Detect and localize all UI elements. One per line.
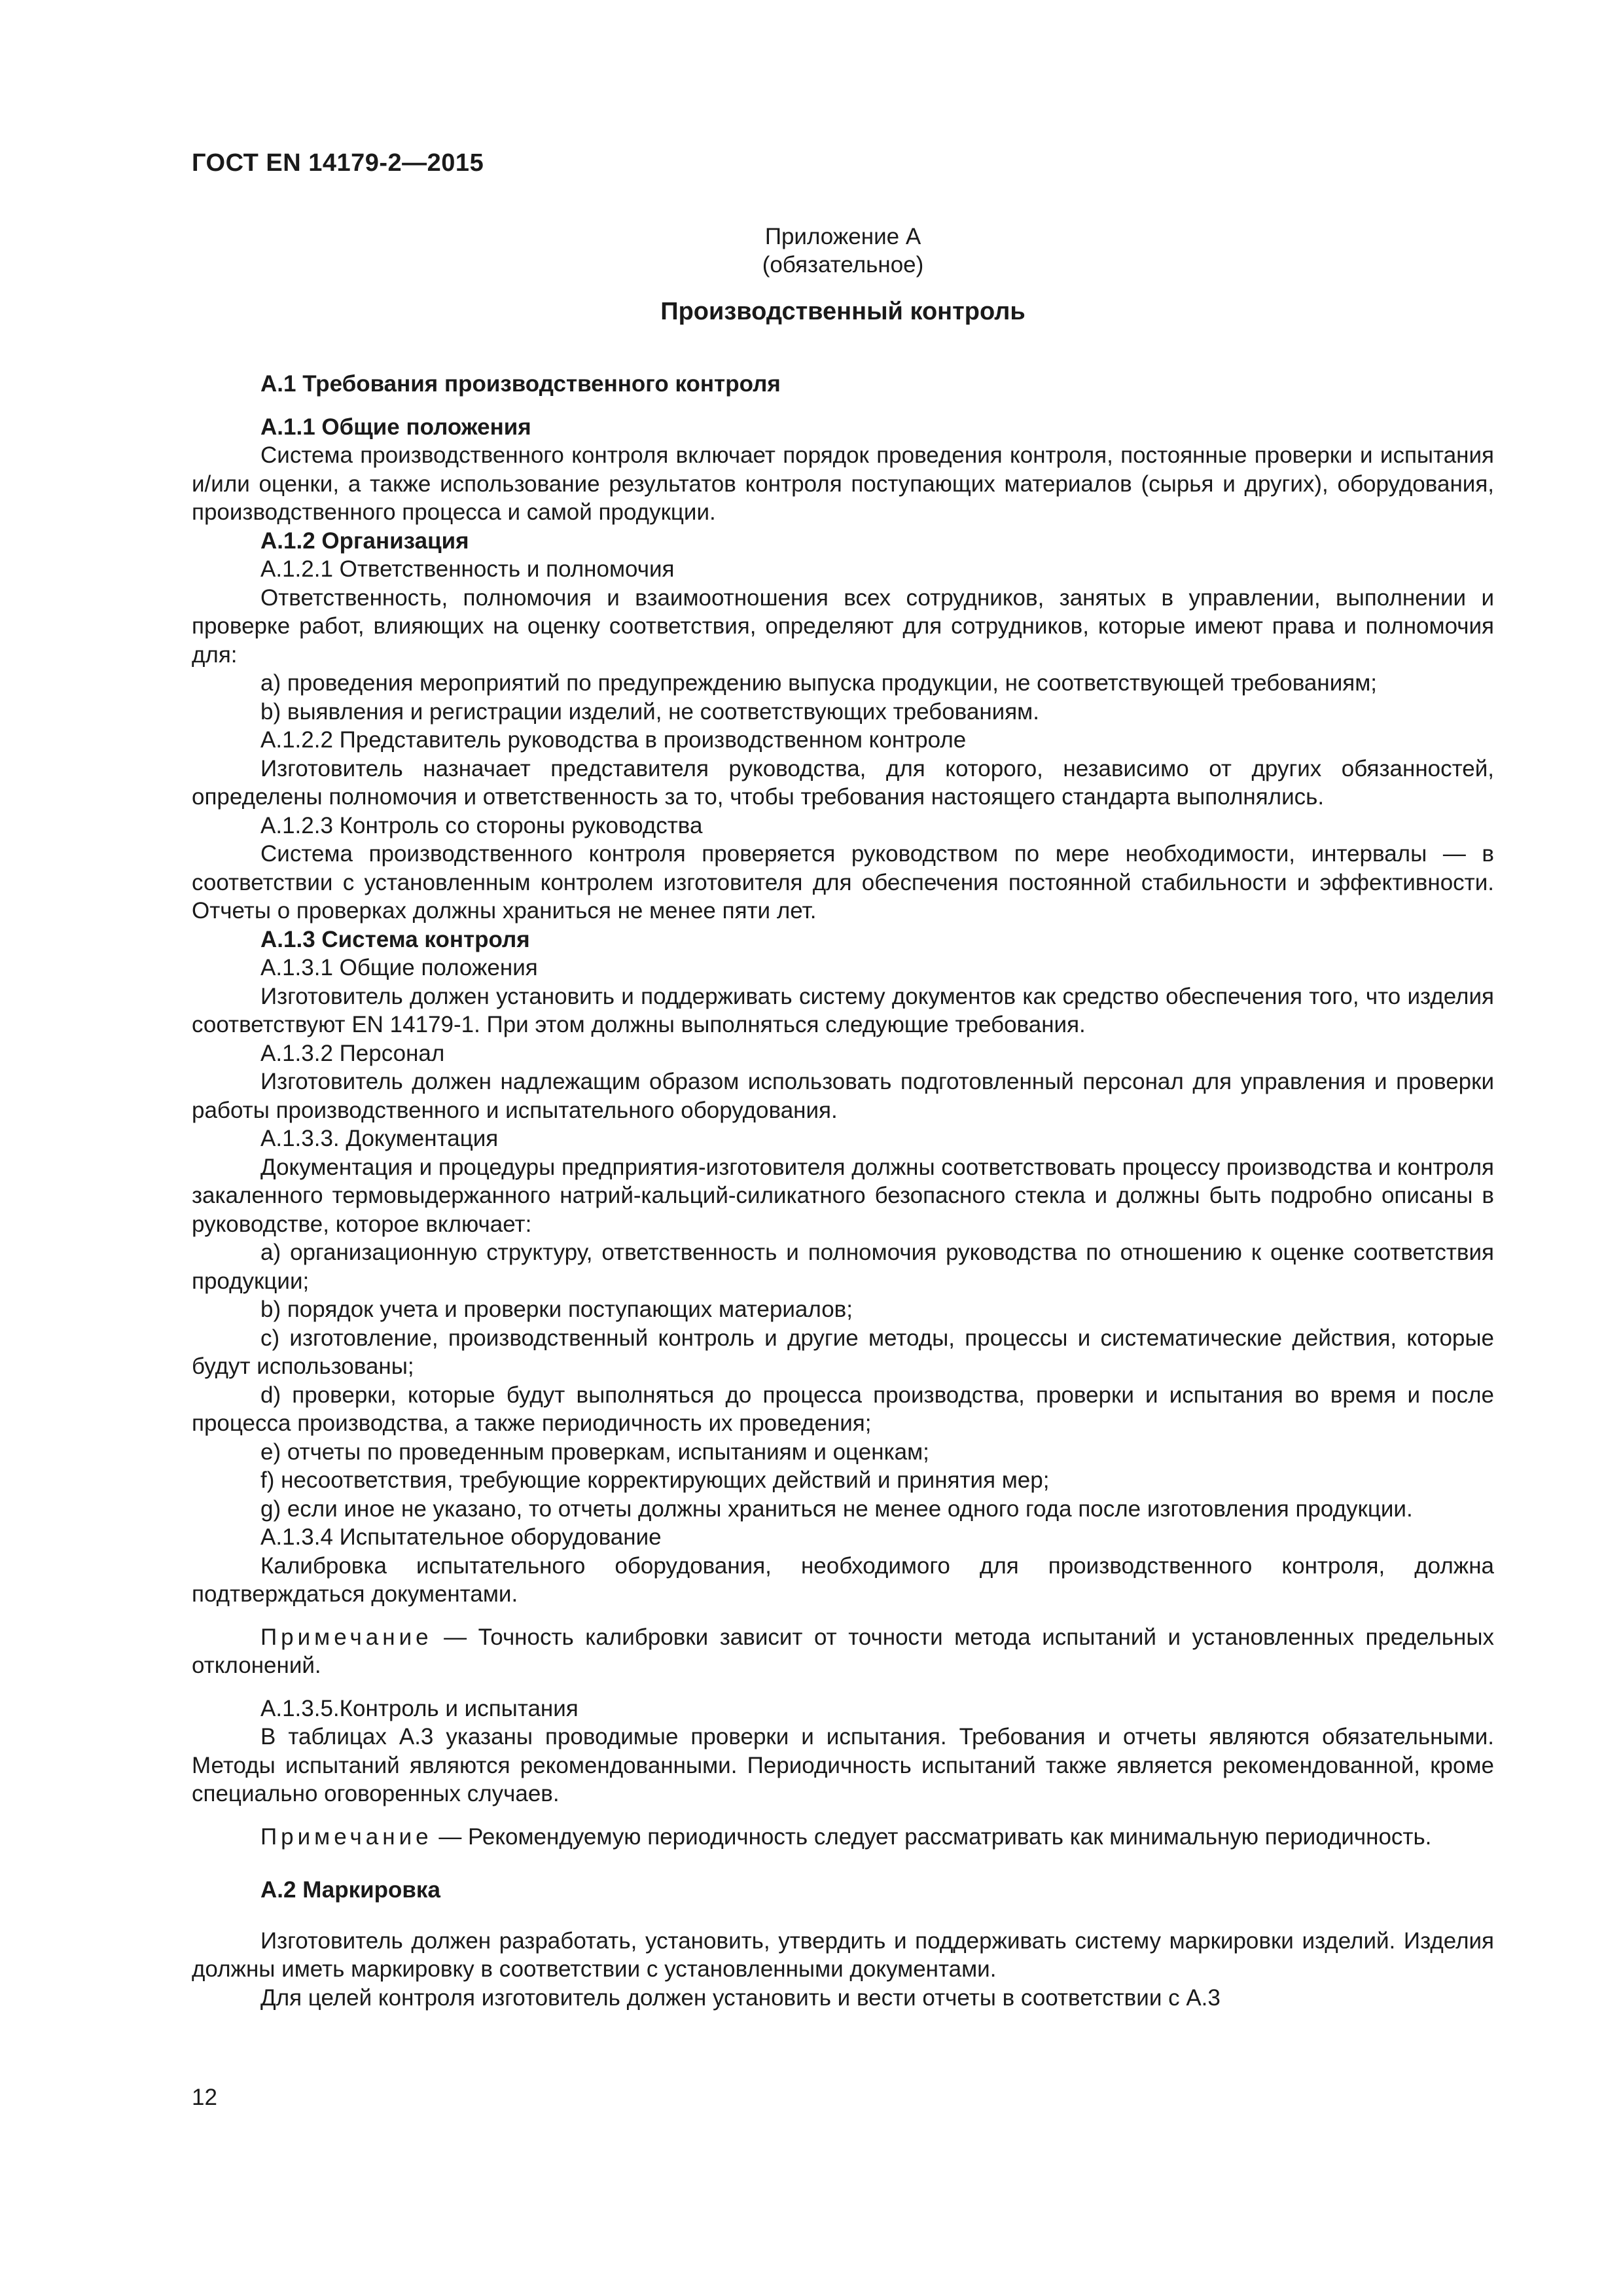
subsection-heading: А.1.2.3 Контроль со стороны руководства bbox=[260, 812, 703, 838]
list-item: a) организационную структуру, ответственность и полномочия руководства по отношению к оценке соответствия продукции; bbox=[192, 1240, 1494, 1294]
document-body bbox=[192, 370, 1494, 2012]
paragraph: Изготовитель назначает представителя руководства, для которого, независимо от других обязанностей, определены полномочия и ответственность за то, чтобы требования настоящего стандарта выполнялись. bbox=[192, 755, 1494, 810]
paragraph: Калибровка испытательного оборудования, необходимого для производственного контроля, должна подтверждаться документами. bbox=[192, 1552, 1494, 1607]
list-item: b) выявления и регистрации изделий, не соответствующих требованиям. bbox=[260, 698, 1039, 725]
annex-status: (обязательное) bbox=[762, 252, 924, 278]
note-1 bbox=[192, 1623, 1494, 1680]
note-2 bbox=[192, 1823, 1494, 1852]
subsection-heading: А.1.3.3. Документация bbox=[260, 1126, 499, 1151]
section-heading-a2: А.2 Маркировка bbox=[260, 1877, 440, 1903]
subsection-heading: А.1.3.1 Общие положения bbox=[260, 955, 538, 980]
note-text: — Точность калибровки зависит от точности метода испытаний и установленных предельных отклонений. bbox=[192, 1624, 1494, 1678]
list-item: a) проведения мероприятий по предупреждению выпуска продукции, не соответствующей требованиям; bbox=[260, 670, 1378, 696]
annex-label: Приложение А bbox=[764, 224, 921, 249]
note-label: Примечание bbox=[260, 1624, 433, 1650]
subsection-heading: А.1.3.2 Персонал bbox=[260, 1040, 445, 1066]
list-item: g) если иное не указано, то отчеты должны храниться не менее одного года после изготовления продукции. bbox=[260, 1496, 1413, 1522]
paragraph: Изготовитель должен установить и поддерживать систему документов как средство обеспечения того, что изделия соответствуют EN 14179-1. При этом должны выполняться следующие требования. bbox=[192, 983, 1494, 1037]
section-heading-a1: А.1 Требования производственного контроля bbox=[260, 371, 781, 397]
section-heading-a1-3: А.1.3 Система контроля bbox=[260, 926, 530, 952]
list-item: b) порядок учета и проверки поступающих материалов; bbox=[260, 1297, 853, 1322]
paragraph: В таблицах А.3 указаны проводимые проверки и испытания. Требования и отчеты являются обязательными. Методы испытаний являются рекомендованными. Периодичность испытаний также является рекомендованной, кроме специально оговоренных случаев. bbox=[192, 1724, 1494, 1806]
document-header: ГОСТ EN 14179-2—2015 bbox=[192, 149, 484, 177]
page-number: 12 bbox=[192, 2085, 217, 2110]
list-item: c) изготовление, производственный контроль и другие методы, процессы и систематические действия, которые будут использованы; bbox=[192, 1325, 1494, 1379]
annex-title: Производственный контроль bbox=[660, 298, 1026, 325]
annex-caption bbox=[192, 223, 1494, 279]
note-label: Примечание bbox=[260, 1823, 433, 1850]
subsection-heading: А.1.3.5.Контроль и испытания bbox=[260, 1695, 579, 1721]
note-text: — Рекомендуемую периодичность следует рассматривать как минимальную периодичность. bbox=[432, 1823, 1432, 1850]
paragraph: Система производственного контроля включает порядок проведения контроля, постоянные проверки и испытания и/или оценки, а также использование результатов контроля поступающих материалов (сырья и других), оборудования, производственного процесса и самой продукции. bbox=[192, 442, 1494, 525]
paragraph: Ответственность, полномочия и взаимоотношения всех сотрудников, занятых в управлении, выполнении и проверке работ, влияющих на оценку соответствия, определяют для сотрудников, которые имеют права и полномочия для: bbox=[192, 584, 1494, 668]
paragraph: Система производственного контроля проверяется руководством по мере необходимости, интервалы — в соответствии с установленным контролем изготовителя для обеспечения постоянной стабильности и эффективности. Отчеты о проверках должны храниться не менее пяти лет. bbox=[192, 841, 1494, 924]
paragraph: Для целей контроля изготовитель должен установить и вести отчеты в соответствии с А.3 bbox=[260, 1984, 1221, 2011]
subsection-heading: А.1.2.1 Ответственность и полномочия bbox=[260, 556, 675, 582]
section-heading-a1-1: А.1.1 Общие положения bbox=[260, 414, 531, 440]
subsection-heading: А.1.2.2 Представитель руководства в производственном контроле bbox=[260, 727, 967, 753]
paragraph: Изготовитель должен разработать, установить, утвердить и поддерживать систему маркировки изделий. Изделия должны иметь маркировку в соответствии с установленными документами. bbox=[192, 1928, 1494, 1982]
section-heading-a1-2: А.1.2 Организация bbox=[260, 528, 469, 554]
list-item: d) проверки, которые будут выполняться до процесса производства, проверки и испытания во время и после процесса производства, а также периодичность их проведения; bbox=[192, 1382, 1494, 1436]
paragraph: Изготовитель должен надлежащим образом использовать подготовленный персонал для управления и проверки работы производственного и испытательного оборудования. bbox=[192, 1069, 1494, 1123]
list-item: e) отчеты по проведенным проверкам, испытаниям и оценкам; bbox=[260, 1439, 929, 1465]
list-item: f) несоответствия, требующие корректирующих действий и принятия мер; bbox=[260, 1467, 1050, 1493]
paragraph: Документация и процедуры предприятия-изготовителя должны соответствовать процессу производства и контроля закаленного термовыдержанного натрий-кальций-силикатного безопасного стекла и должны быть подробно описаны в руководстве, которое включает: bbox=[192, 1154, 1494, 1237]
subsection-heading: А.1.3.4 Испытательное оборудование bbox=[260, 1524, 662, 1550]
